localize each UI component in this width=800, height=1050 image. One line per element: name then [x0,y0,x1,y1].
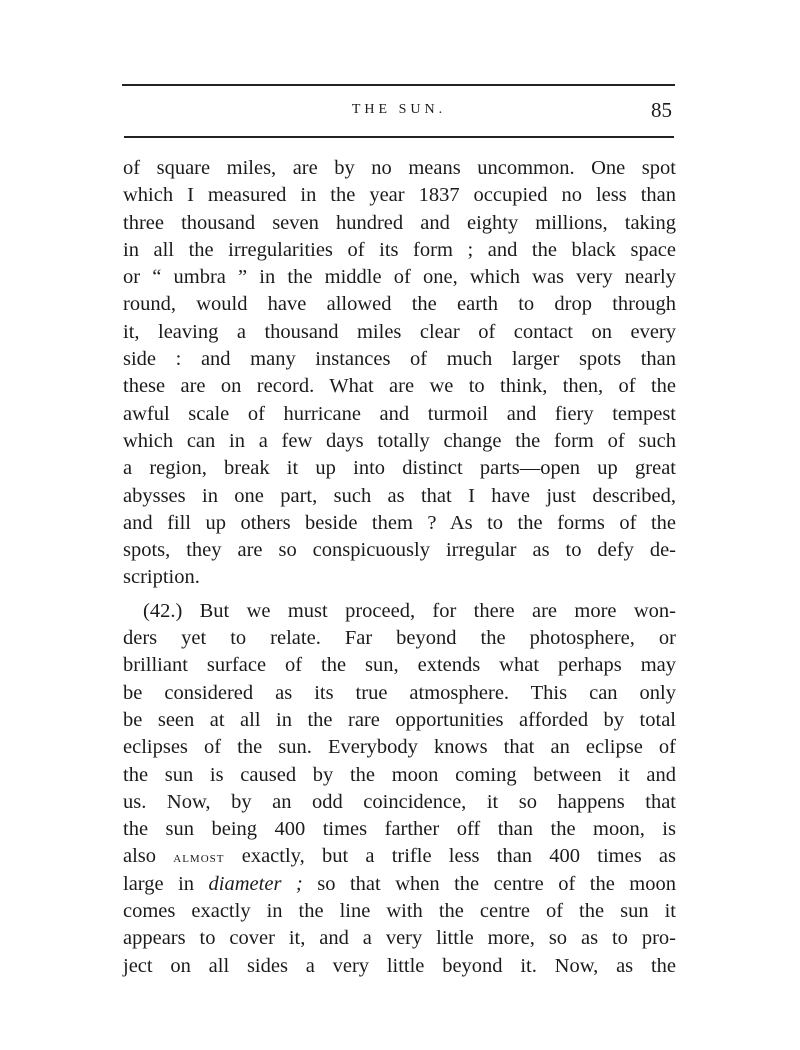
text-line: ject on all sides a very little beyond it. Now, as the [123,954,676,977]
text-line: the sun is caused by the moon coming between it and [123,763,676,786]
text-line: three thousand seven hundred and eighty millions, taking [123,211,676,234]
text-line: and fill up others beside them ? As to the forms of the [123,511,676,534]
paragraph-2 [123,598,676,980]
body-text [123,155,676,980]
header-bottom-rule [124,136,674,138]
text-line: be considered as its true atmosphere. This can only [123,681,676,704]
text-run: exactly, but a trifle less than 400 times as [224,845,676,868]
running-title: THE SUN. [351,102,447,117]
text-line: it, leaving a thousand miles clear of contact on every [123,320,676,343]
text-line: ders yet to relate. Far beyond the photosphere, or [123,627,676,650]
text-line: of square miles, are by no means uncommon. One spot [123,157,676,179]
text-line: side : and many instances of much larger spots than [123,348,676,371]
italic-word: diameter ; [208,872,303,895]
text-run: so that when the centre of the moon [302,872,677,895]
text-line: which I measured in the year 1837 occupied no less than [123,184,676,207]
text-line [123,843,676,870]
paragraph-1 [123,155,676,592]
text-line [123,871,676,898]
small-caps-word: almost [173,849,225,867]
text-line: spots, they are so conspicuously irregular as to defy de- [123,539,676,562]
text-line: scription. [123,566,200,589]
page-number: 85 [651,98,672,122]
text-run: large in [123,872,209,895]
header-top-rule [122,84,675,86]
text-line: or “ umbra ” in the middle of one, which was very nearly [123,266,676,289]
text-line: (42.) But we must proceed, for there are more won- [143,599,676,622]
text-line: a region, break it up into distinct parts—open up great [123,457,676,480]
text-line: appears to cover it, and a very little more, so as to pro- [123,927,676,950]
text-line: be seen at all in the rare opportunities afforded by total [123,708,676,731]
text-line: round, would have allowed the earth to drop through [123,293,676,316]
text-line: brilliant surface of the sun, extends what perhaps may [123,654,676,677]
text-line: these are on record. What are we to think, then, of the [123,375,676,398]
text-line: which can in a few days totally change the form of such [123,429,676,452]
text-line: comes exactly in the line with the centre of the sun it [123,900,676,923]
running-head [124,98,674,126]
text-line: us. Now, by an odd coincidence, it so happens that [123,790,676,813]
text-line: eclipses of the sun. Everybody knows that an eclipse of [123,736,676,759]
text-line: in all the irregularities of its form ; and the black space [123,238,676,261]
text-line: the sun being 400 times farther off than the moon, is [123,818,676,841]
text-run: also [123,845,174,868]
text-line: awful scale of hurricane and turmoil and fiery tempest [123,402,676,425]
text-line: abysses in one part, such as that I have just described, [123,484,676,507]
